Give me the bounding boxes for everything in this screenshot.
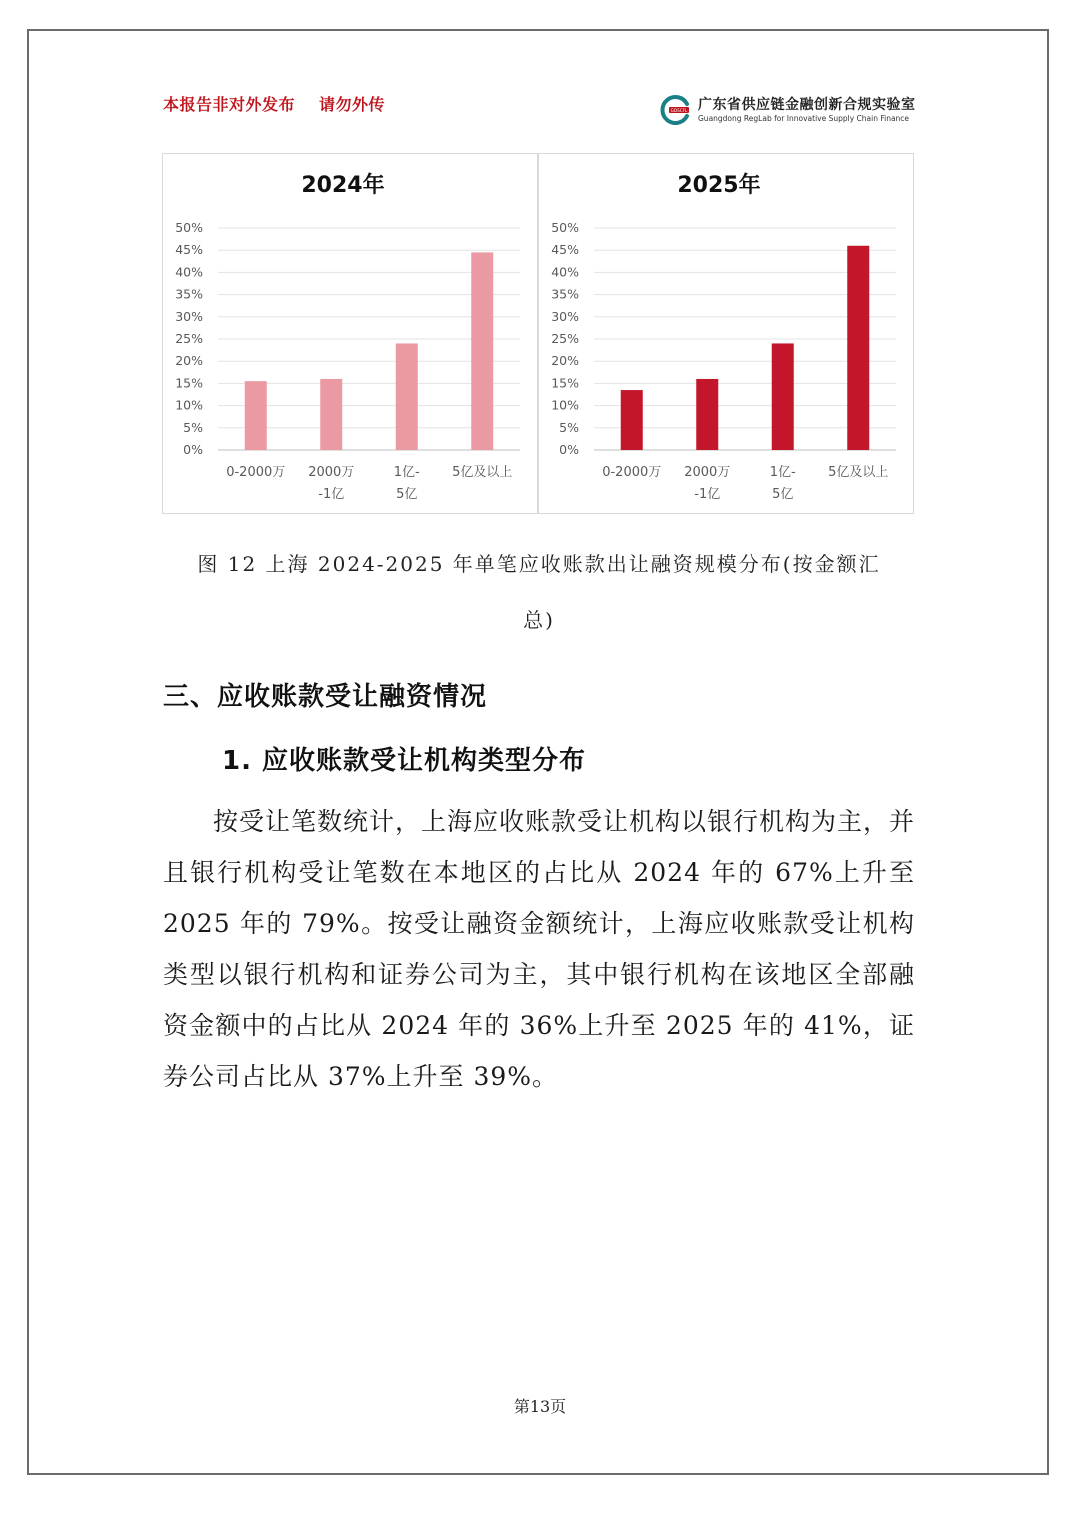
body-text <box>163 796 915 1102</box>
lab-logo <box>660 94 916 126</box>
y-tick-label: 50% <box>175 220 203 235</box>
subsection-heading: 1. 应收账款受让机构类型分布 <box>222 746 587 776</box>
x-tick-label: 1亿- <box>769 465 796 480</box>
x-tick-label: 5亿 <box>396 487 418 502</box>
figure-caption-line2: 总) <box>523 608 555 632</box>
bar <box>245 381 267 450</box>
x-tick-label: 2000万 <box>308 465 355 480</box>
notice-not-public: 本报告非对外发布 <box>163 95 296 114</box>
bar <box>772 343 794 450</box>
page-number: 第13页 <box>513 1397 567 1416</box>
y-tick-label: 10% <box>551 397 579 413</box>
figure-caption-line1: 图 12 上海 2024-2025 年单笔应收账款出让融资规模分布(按金额汇 <box>197 552 881 576</box>
chart-2024-panel <box>162 153 538 514</box>
bar <box>396 343 418 450</box>
y-tick-label: 0% <box>183 442 203 457</box>
y-tick-label: 20% <box>175 353 203 369</box>
y-tick-label: 20% <box>551 353 579 369</box>
lab-logo-icon <box>660 94 692 126</box>
lab-name-cn: 广东省供应链金融创新合规实验室 <box>698 96 916 113</box>
y-tick-label: 45% <box>551 242 579 258</box>
notice-do-not-share: 请勿外传 <box>319 95 386 114</box>
y-tick-label: 30% <box>175 308 203 324</box>
x-tick-label: -1亿 <box>318 487 345 502</box>
chart-title: 2024年 <box>301 173 385 198</box>
x-tick-label: 0-2000万 <box>602 465 662 480</box>
x-tick-label: 1亿- <box>393 465 420 480</box>
chart-2025 <box>539 154 914 515</box>
y-tick-label: 0% <box>559 442 579 457</box>
y-tick-label: 5% <box>183 419 203 435</box>
bar <box>320 379 342 450</box>
chart-2024 <box>163 154 538 515</box>
bar <box>621 390 643 450</box>
body-paragraph: 按受让笔数统计，上海应收账款受让机构以银行机构为主，并且银行机构受让笔数在本地区的占比从 2024 年的 67%上升至 2025 年的 79%。按受让融资金额统计，上海应收账款受让机构类型以银行机构和证券公司为主，其中银行机构在该地区全部融资金额中的占比从 2024 年的 36%上升至 2025 年的 41%，证券公司占比从 37%上升至 39%。 <box>163 807 916 1091</box>
y-tick-label: 40% <box>551 264 579 280</box>
y-tick-label: 45% <box>175 242 203 258</box>
y-tick-label: 15% <box>551 375 579 391</box>
bar <box>847 246 869 450</box>
y-tick-label: 10% <box>175 397 203 413</box>
y-tick-label: 30% <box>551 308 579 324</box>
bar <box>696 379 718 450</box>
y-tick-label: 25% <box>175 331 203 346</box>
section-heading: 三、应收账款受让融资情况 <box>163 682 488 712</box>
x-tick-label: 5亿 <box>772 487 794 502</box>
y-tick-label: 15% <box>175 375 203 391</box>
chart-pair <box>162 153 914 514</box>
y-tick-label: 5% <box>559 419 579 435</box>
x-tick-label: 5亿及以上 <box>452 465 513 480</box>
y-tick-label: 35% <box>175 286 203 302</box>
y-tick-label: 25% <box>551 331 579 346</box>
figure-caption <box>163 536 915 648</box>
x-tick-label: 2000万 <box>684 465 731 480</box>
chart-title: 2025年 <box>677 173 761 198</box>
y-tick-label: 50% <box>551 220 579 235</box>
x-tick-label: 5亿及以上 <box>828 465 889 480</box>
bar <box>471 252 493 450</box>
lab-name-en: Guangdong RegLab for Innovative Supply Chain Finance <box>698 113 910 123</box>
confidential-notice <box>163 92 409 115</box>
chart-2025-panel <box>538 153 914 514</box>
y-tick-label: 40% <box>175 264 203 280</box>
x-tick-label: -1亿 <box>694 487 721 502</box>
y-tick-label: 35% <box>551 286 579 302</box>
logo-mark-text: GDSCFL <box>670 107 688 113</box>
x-tick-label: 0-2000万 <box>226 465 286 480</box>
